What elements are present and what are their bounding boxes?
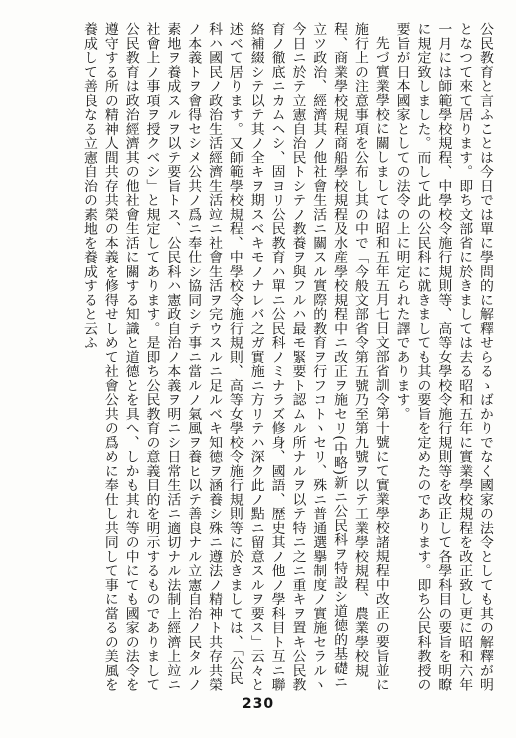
paragraph-2: 先づ實業學校に關しましては昭和五年五月七日文部省訓令第十號にて實業學校諸規程中改正の要旨並に施行上の注意事項を公布し其の中で「今般文部省令第五號乃至第九號ヲ以テ工業學校規程、農業學校規程、商業學校規程商船學校規程及水産學校規程中ニ改正ヲ施セリ(中略)新ニ公民科ヲ特設シ道徳的基礎ニ立ツ政治、經濟其ノ他社會生活ニ關スル實際的教育ヲ行フコトヽセリ、殊ニ普通選擧制度ノ實施セラルヽ今日ニ於テ立憲自治民トシテノ教養ヲ與フルハ最モ緊要ト認ムル所ナルヲ以テ特ニ之ニ重キヲ置キ公民教育ノ徹底ニカムヘシ、固ヨリ公民教育ハ單ニ公民科ノミナラズ修身、國語、歴史其ノ他ノ學科目ト互ニ聯絡補綴シテ以テ其ノ全キヲ期スベキモノナレバ之ガ實施ニ方リテハ深ク此ノ點ニ留意スルヲ要ス」云々と述べて居ります。又師範學校規程、中學校令施行規則、高等女學校令施行規則等に於きましては、「公民科ハ國民ノ政治生活經濟生活竝ニ社會生活ヲ完ウスルニ足ルベキ知徳ヲ涵養シ殊ニ遵法ノ精神ト共存共榮ノ本義トヲ會得セシメ公共ノ爲ニ奉仕シ協同シテ事ニ當ルノ氣風ヲ養ヒ以テ善良ナル立憲自治ノ民タルノ素地ヲ養成スルヲ以テ要旨トス、公民科ハ憲政自治ノ本義ヲ明ニシ日常生活ニ適切ナル法制上經濟上竝ニ社會上ノ事項ヲ授クベシ」と規定してあります。是即ち公民教育の意義目的を明示するものでありまして公民教育は政治經濟其の他社會生活に關する知識と道德とを具へ、しかも其れ等の中にても國家の法令を遵守する所の精神人間共存共榮の本義を修得せしめて社會公共の爲めに奉仕し共同して事に當るの美風を養成して善良なる立憲自治の素地を養成すると云ふ bbox=[80, 22, 389, 692]
body-text bbox=[20, 22, 495, 692]
page-number: 230 bbox=[241, 696, 275, 712]
paragraph-1: 公民教育と言ふことは今日では單に學問的に解釋せらるゝばかりでなく國家の法令としても其の解釋が明となつて來て居ります。即ち文部省に於きましては去る昭和五年に實業學校規程を改正致し更に昭和六年一月には師範學校規程、中學校令施行規則等、高等女學校令施行規則等を改正して各學科目の要旨を明瞭に規定致しました。而して此の公民科に就きましても其の要旨を定めたのであります。即ち公民科教授の要旨が日本國家としての法令の上に明定られた譯であります。 bbox=[393, 22, 493, 692]
